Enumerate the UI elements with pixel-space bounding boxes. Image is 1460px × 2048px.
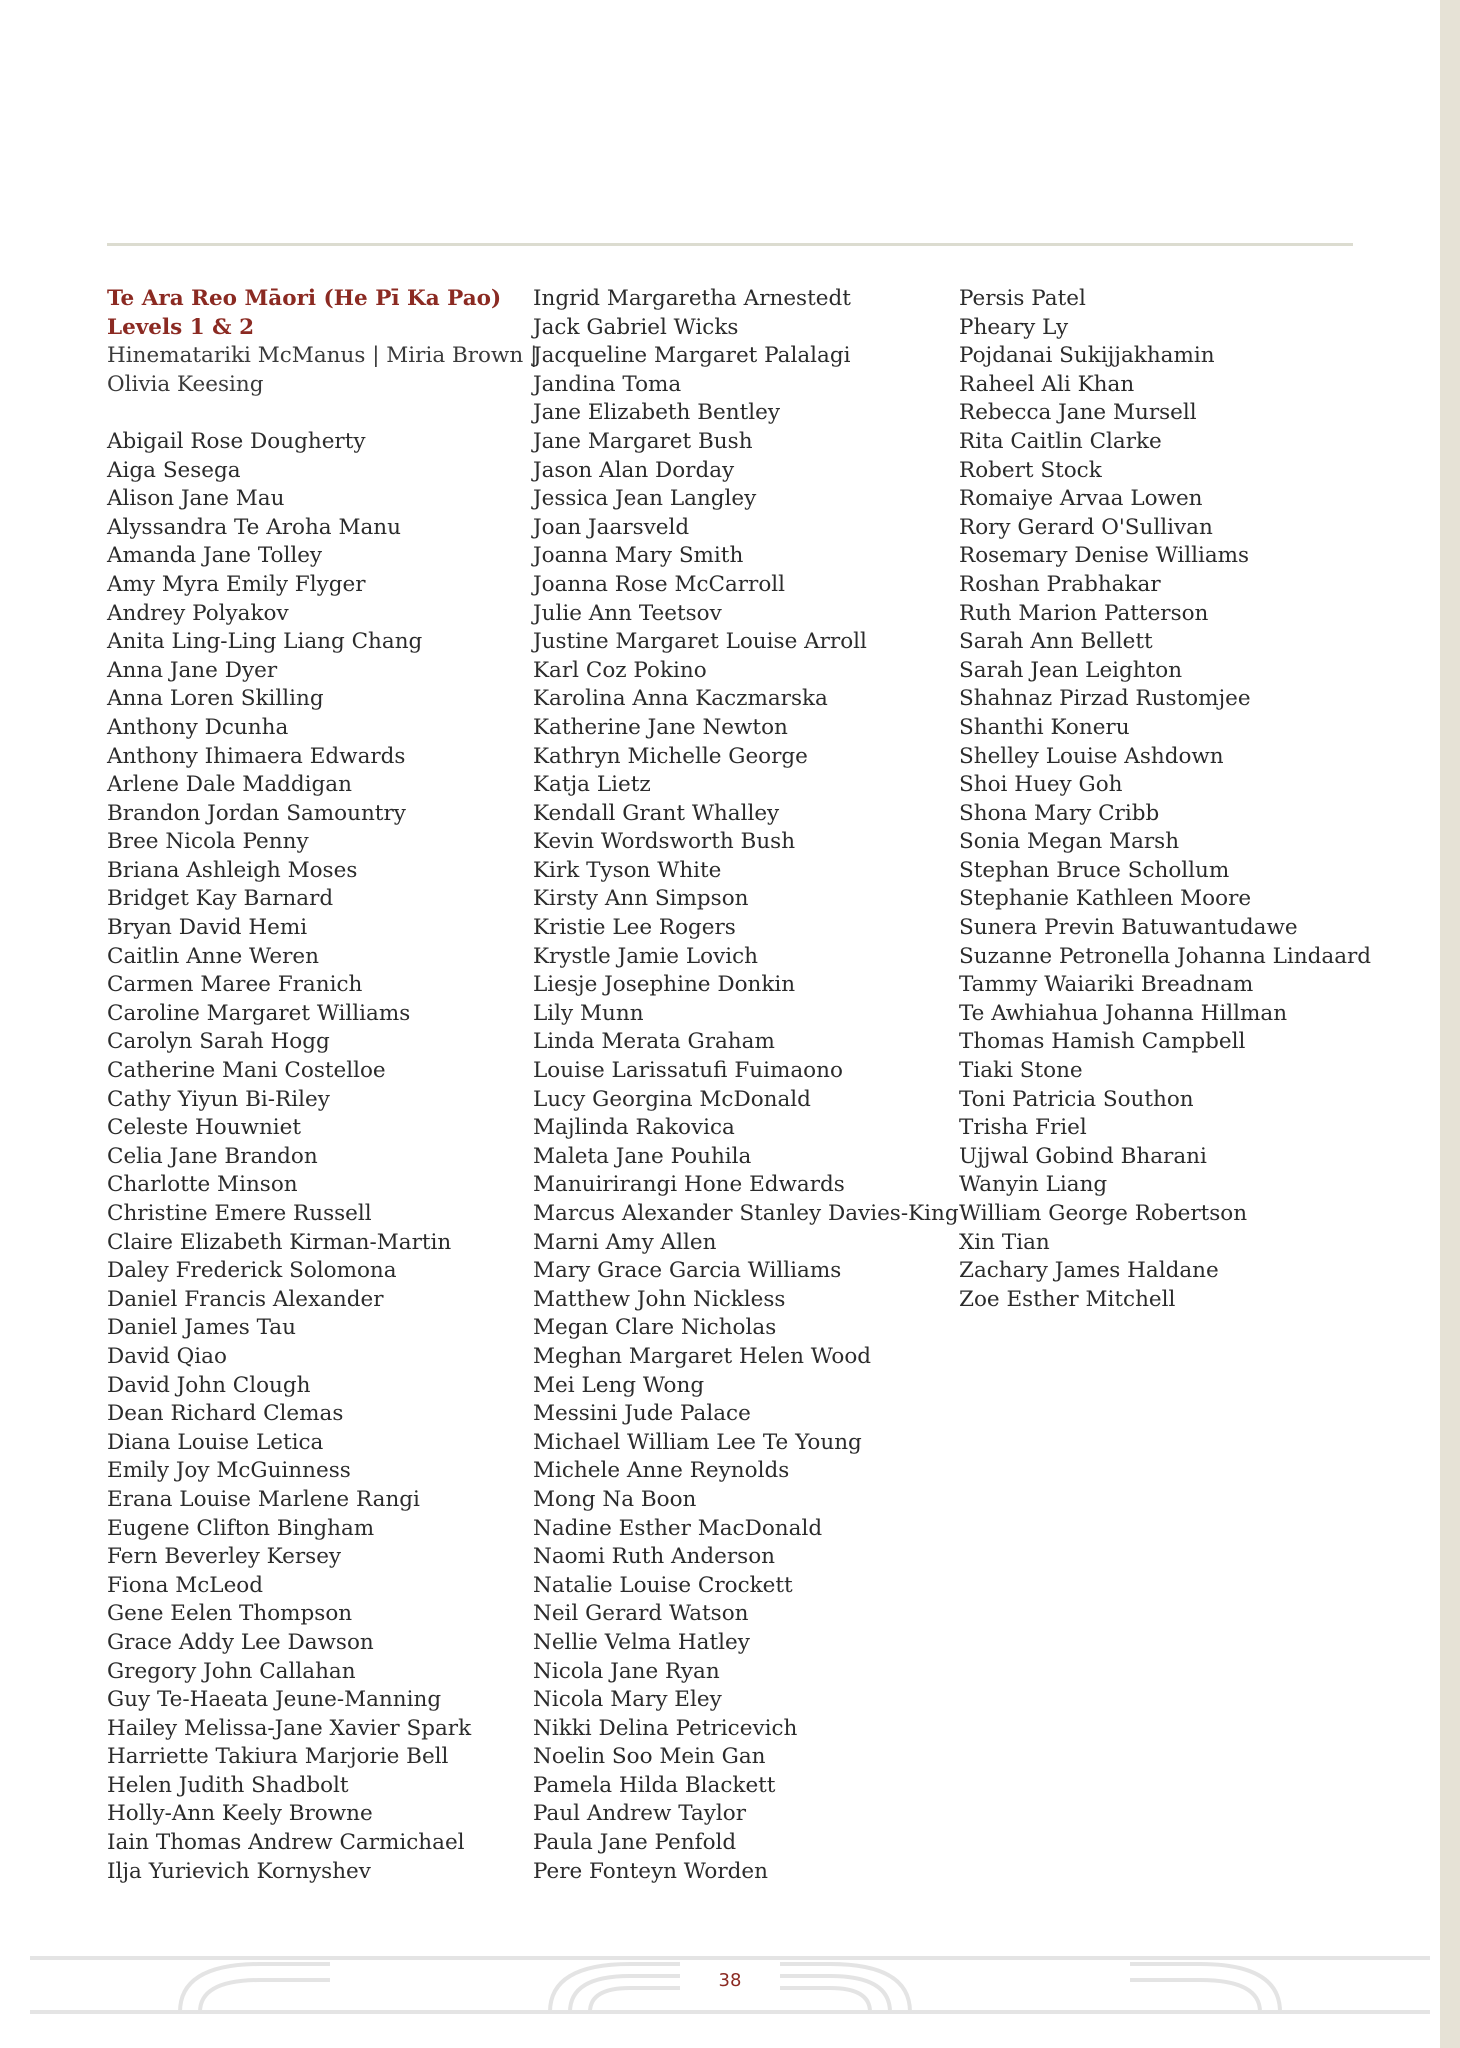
name-entry: Ruth Marion Patterson bbox=[959, 600, 1209, 626]
name-entry: Carolyn Sarah Hogg bbox=[107, 1029, 330, 1055]
name-entry: Persis Patel bbox=[959, 286, 1086, 311]
name-entry: Liesje Josephine Donkin bbox=[533, 972, 796, 998]
name-entry: Michael William Lee Te Young bbox=[533, 1429, 862, 1455]
name-entry: Zachary James Haldane bbox=[959, 1258, 1219, 1284]
name-entry: Abigail Rose Dougherty bbox=[107, 428, 366, 454]
name-entry: Jandina Toma bbox=[533, 371, 682, 397]
name-entry: Alison Jane Mau bbox=[107, 486, 285, 512]
name-entry: Kirsty Ann Simpson bbox=[533, 886, 749, 912]
name-entry: Justine Margaret Louise Arroll bbox=[533, 629, 867, 655]
staff-line-1: Hinematariki McManus | Miria Brown | bbox=[107, 343, 538, 369]
name-list-3 bbox=[959, 285, 1371, 1314]
name-entry: Emily Joy McGuinness bbox=[107, 1458, 351, 1484]
name-entry: Pamela Hilda Blackett bbox=[533, 1772, 776, 1798]
name-entry: Jacqueline Margaret Palalagi bbox=[533, 343, 851, 369]
name-entry: Sarah Ann Bellett bbox=[959, 629, 1153, 655]
name-entry: Joan Jaarsveld bbox=[533, 514, 690, 540]
name-entry: Mary Grace Garcia Williams bbox=[533, 1258, 842, 1284]
name-entry: Kevin Wordsworth Bush bbox=[533, 829, 796, 855]
name-entry: Matthew John Nickless bbox=[533, 1286, 786, 1312]
name-entry: Rory Gerard O'Sullivan bbox=[959, 514, 1213, 540]
name-entry: Jack Gabriel Wicks bbox=[533, 314, 739, 340]
name-entry: Stephan Bruce Schollum bbox=[959, 857, 1230, 883]
name-entry: Andrey Polyakov bbox=[107, 600, 289, 626]
name-entry: Neil Gerard Watson bbox=[533, 1601, 749, 1627]
spacer bbox=[107, 399, 537, 428]
name-list-1 bbox=[107, 428, 537, 1886]
name-entry: Anna Loren Skilling bbox=[107, 686, 324, 712]
name-entry: Sonia Megan Marsh bbox=[959, 829, 1180, 855]
name-entry: Meghan Margaret Helen Wood bbox=[533, 1343, 872, 1369]
name-entry: Claire Elizabeth Kirman-Martin bbox=[107, 1229, 452, 1255]
name-entry: Daniel James Tau bbox=[107, 1315, 296, 1341]
name-entry: Pheary Ly bbox=[959, 314, 1069, 340]
name-entry: Rebecca Jane Mursell bbox=[959, 400, 1197, 426]
name-entry: Dean Richard Clemas bbox=[107, 1401, 344, 1427]
name-entry: Celia Jane Brandon bbox=[107, 1143, 318, 1169]
name-entry: Trisha Friel bbox=[959, 1115, 1087, 1141]
names-column-1 bbox=[107, 285, 537, 1886]
name-entry: William George Robertson bbox=[959, 1201, 1248, 1226]
name-entry: Anthony Dcunha bbox=[107, 714, 289, 740]
staff-line-2: Olivia Keesing bbox=[107, 371, 264, 397]
name-entry: Jane Margaret Bush bbox=[533, 428, 753, 454]
name-entry: Shanthi Koneru bbox=[959, 714, 1130, 740]
name-entry: Anthony Ihimaera Edwards bbox=[107, 743, 406, 769]
name-entry: David John Clough bbox=[107, 1372, 311, 1398]
name-entry: Christine Emere Russell bbox=[107, 1201, 372, 1226]
name-entry: Guy Te-Haeata Jeune-Manning bbox=[107, 1687, 442, 1713]
name-entry: Carmen Maree Franich bbox=[107, 972, 363, 998]
name-entry: Nikki Delina Petricevich bbox=[533, 1715, 798, 1741]
name-entry: Mei Leng Wong bbox=[533, 1372, 705, 1398]
name-entry: Katherine Jane Newton bbox=[533, 714, 788, 740]
name-entry: Ujjwal Gobind Bharani bbox=[959, 1143, 1207, 1169]
name-entry: Manuirirangi Hone Edwards bbox=[533, 1172, 845, 1198]
names-column-2 bbox=[533, 285, 959, 1886]
name-entry: Fern Beverley Kersey bbox=[107, 1544, 342, 1570]
name-entry: Thomas Hamish Campbell bbox=[959, 1029, 1246, 1055]
name-entry: Bree Nicola Penny bbox=[107, 829, 309, 855]
name-entry: Paul Andrew Taylor bbox=[533, 1801, 746, 1827]
name-entry: Katja Lietz bbox=[533, 772, 651, 798]
name-entry: Kendall Grant Whalley bbox=[533, 800, 780, 826]
name-entry: Caitlin Anne Weren bbox=[107, 943, 319, 969]
name-entry: Te Awhiahua Johanna Hillman bbox=[959, 1000, 1288, 1026]
name-entry: Holly-Ann Keely Browne bbox=[107, 1801, 373, 1827]
name-entry: Marcus Alexander Stanley Davies-King bbox=[533, 1201, 959, 1226]
name-entry: Kirk Tyson White bbox=[533, 857, 722, 883]
name-entry: Bridget Kay Barnard bbox=[107, 886, 334, 912]
name-entry: Joanna Rose McCarroll bbox=[533, 571, 786, 597]
name-entry: Shoi Huey Goh bbox=[959, 772, 1123, 798]
name-entry: Eugene Clifton Bingham bbox=[107, 1515, 375, 1541]
names-column-3 bbox=[959, 285, 1371, 1314]
name-entry: Pojdanai Sukijjakhamin bbox=[959, 343, 1215, 369]
name-entry: Tammy Waiariki Breadnam bbox=[959, 972, 1254, 998]
name-entry: Megan Clare Nicholas bbox=[533, 1315, 777, 1341]
name-entry: Kristie Lee Rogers bbox=[533, 915, 736, 941]
name-entry: Natalie Louise Crockett bbox=[533, 1572, 793, 1598]
name-entry: Rosemary Denise Williams bbox=[959, 543, 1250, 569]
name-entry: Jason Alan Dorday bbox=[533, 457, 735, 483]
name-entry: Suzanne Petronella Johanna Lindaard bbox=[959, 943, 1372, 969]
name-entry: Hailey Melissa-Jane Xavier Spark bbox=[107, 1715, 472, 1741]
name-entry: Celeste Houwniet bbox=[107, 1115, 302, 1141]
name-entry: Wanyin Liang bbox=[959, 1172, 1108, 1198]
name-entry: Arlene Dale Maddigan bbox=[107, 772, 352, 798]
name-entry: Shelley Louise Ashdown bbox=[959, 743, 1224, 769]
name-entry: Sunera Previn Batuwantudawe bbox=[959, 915, 1298, 941]
name-entry: Stephanie Kathleen Moore bbox=[959, 886, 1252, 912]
name-entry: Diana Louise Letica bbox=[107, 1429, 324, 1455]
name-entry: Grace Addy Lee Dawson bbox=[107, 1629, 374, 1655]
name-entry: Anita Ling-Ling Liang Chang bbox=[107, 629, 423, 655]
top-divider-rule bbox=[107, 243, 1353, 246]
name-entry: Xin Tian bbox=[959, 1229, 1050, 1255]
name-entry: Toni Patricia Southon bbox=[959, 1086, 1194, 1112]
name-entry: Charlotte Minson bbox=[107, 1172, 298, 1198]
name-entry: Shona Mary Cribb bbox=[959, 800, 1160, 826]
name-entry: Caroline Margaret Williams bbox=[107, 1000, 411, 1026]
name-entry: Gene Eelen Thompson bbox=[107, 1601, 353, 1627]
name-entry: Tiaki Stone bbox=[959, 1058, 1083, 1084]
name-entry: Amy Myra Emily Flyger bbox=[107, 571, 366, 597]
name-entry: Briana Ashleigh Moses bbox=[107, 857, 358, 883]
name-entry: Joanna Mary Smith bbox=[533, 543, 744, 569]
name-entry: Raheel Ali Khan bbox=[959, 371, 1135, 397]
right-edge-band bbox=[1440, 0, 1460, 2048]
name-entry: Roshan Prabhakar bbox=[959, 571, 1161, 597]
name-entry: Jane Elizabeth Bentley bbox=[533, 400, 780, 426]
name-entry: Erana Louise Marlene Rangi bbox=[107, 1486, 420, 1512]
name-entry: Noelin Soo Mein Gan bbox=[533, 1744, 766, 1770]
name-entry: Julie Ann Teetsov bbox=[533, 600, 722, 626]
name-entry: Linda Merata Graham bbox=[533, 1029, 775, 1055]
name-entry: Ingrid Margaretha Arnestedt bbox=[533, 286, 851, 311]
name-entry: Pere Fonteyn Worden bbox=[533, 1858, 768, 1884]
name-entry: Iain Thomas Andrew Carmichael bbox=[107, 1830, 465, 1856]
name-entry: Daley Frederick Solomona bbox=[107, 1258, 397, 1284]
name-entry: Nadine Esther MacDonald bbox=[533, 1515, 823, 1541]
name-entry: Robert Stock bbox=[959, 457, 1102, 483]
name-entry: Shahnaz Pirzad Rustomjee bbox=[959, 686, 1251, 712]
name-entry: Majlinda Rakovica bbox=[533, 1115, 735, 1141]
name-entry: Nellie Velma Hatley bbox=[533, 1629, 750, 1655]
name-entry: Amanda Jane Tolley bbox=[107, 543, 323, 569]
name-entry: Kathryn Michelle George bbox=[533, 743, 808, 769]
name-entry: Ilja Yurievich Kornyshev bbox=[107, 1858, 371, 1884]
name-entry: Cathy Yiyun Bi-Riley bbox=[107, 1086, 330, 1112]
section-levels: Levels 1 & 2 bbox=[107, 314, 255, 340]
name-entry: Maleta Jane Pouhila bbox=[533, 1143, 752, 1169]
name-entry: Harriette Takiura Marjorie Bell bbox=[107, 1744, 449, 1770]
name-entry: Paula Jane Penfold bbox=[533, 1830, 737, 1856]
name-list-2 bbox=[533, 285, 959, 1886]
name-entry: Krystle Jamie Lovich bbox=[533, 943, 758, 969]
name-entry: Lily Munn bbox=[533, 1000, 644, 1026]
name-entry: Alyssandra Te Aroha Manu bbox=[107, 514, 401, 540]
name-entry: Helen Judith Shadbolt bbox=[107, 1772, 349, 1798]
name-entry: Nicola Jane Ryan bbox=[533, 1658, 720, 1684]
name-entry: Louise Larissatufi Fuimaono bbox=[533, 1058, 843, 1084]
name-entry: Karolina Anna Kaczmarska bbox=[533, 686, 828, 712]
name-entry: Messini Jude Palace bbox=[533, 1401, 751, 1427]
name-entry: Romaiye Arvaa Lowen bbox=[959, 486, 1203, 512]
name-entry: Fiona McLeod bbox=[107, 1572, 264, 1598]
name-entry: Daniel Francis Alexander bbox=[107, 1286, 384, 1312]
name-entry: Rita Caitlin Clarke bbox=[959, 428, 1162, 454]
name-entry: Nicola Mary Eley bbox=[533, 1687, 722, 1713]
name-entry: Gregory John Callahan bbox=[107, 1658, 356, 1684]
name-entry: Anna Jane Dyer bbox=[107, 657, 278, 683]
name-entry: David Qiao bbox=[107, 1343, 227, 1369]
name-entry: Catherine Mani Costelloe bbox=[107, 1058, 386, 1084]
name-entry: Karl Coz Pokino bbox=[533, 657, 707, 683]
name-entry: Michele Anne Reynolds bbox=[533, 1458, 790, 1484]
name-entry: Sarah Jean Leighton bbox=[959, 657, 1183, 683]
name-entry: Marni Amy Allen bbox=[533, 1229, 717, 1255]
name-entry: Zoe Esther Mitchell bbox=[959, 1286, 1176, 1312]
name-entry: Lucy Georgina McDonald bbox=[533, 1086, 811, 1112]
page-number: 38 bbox=[718, 1970, 742, 1991]
name-entry: Brandon Jordan Samountry bbox=[107, 800, 406, 826]
name-entry: Aiga Sesega bbox=[107, 457, 241, 483]
name-entry: Naomi Ruth Anderson bbox=[533, 1544, 775, 1570]
section-title: Te Ara Reo Māori (He Pī Ka Pao) bbox=[107, 286, 502, 311]
name-entry: Jessica Jean Langley bbox=[533, 486, 757, 512]
name-entry: Mong Na Boon bbox=[533, 1486, 697, 1512]
name-entry: Bryan David Hemi bbox=[107, 915, 308, 941]
